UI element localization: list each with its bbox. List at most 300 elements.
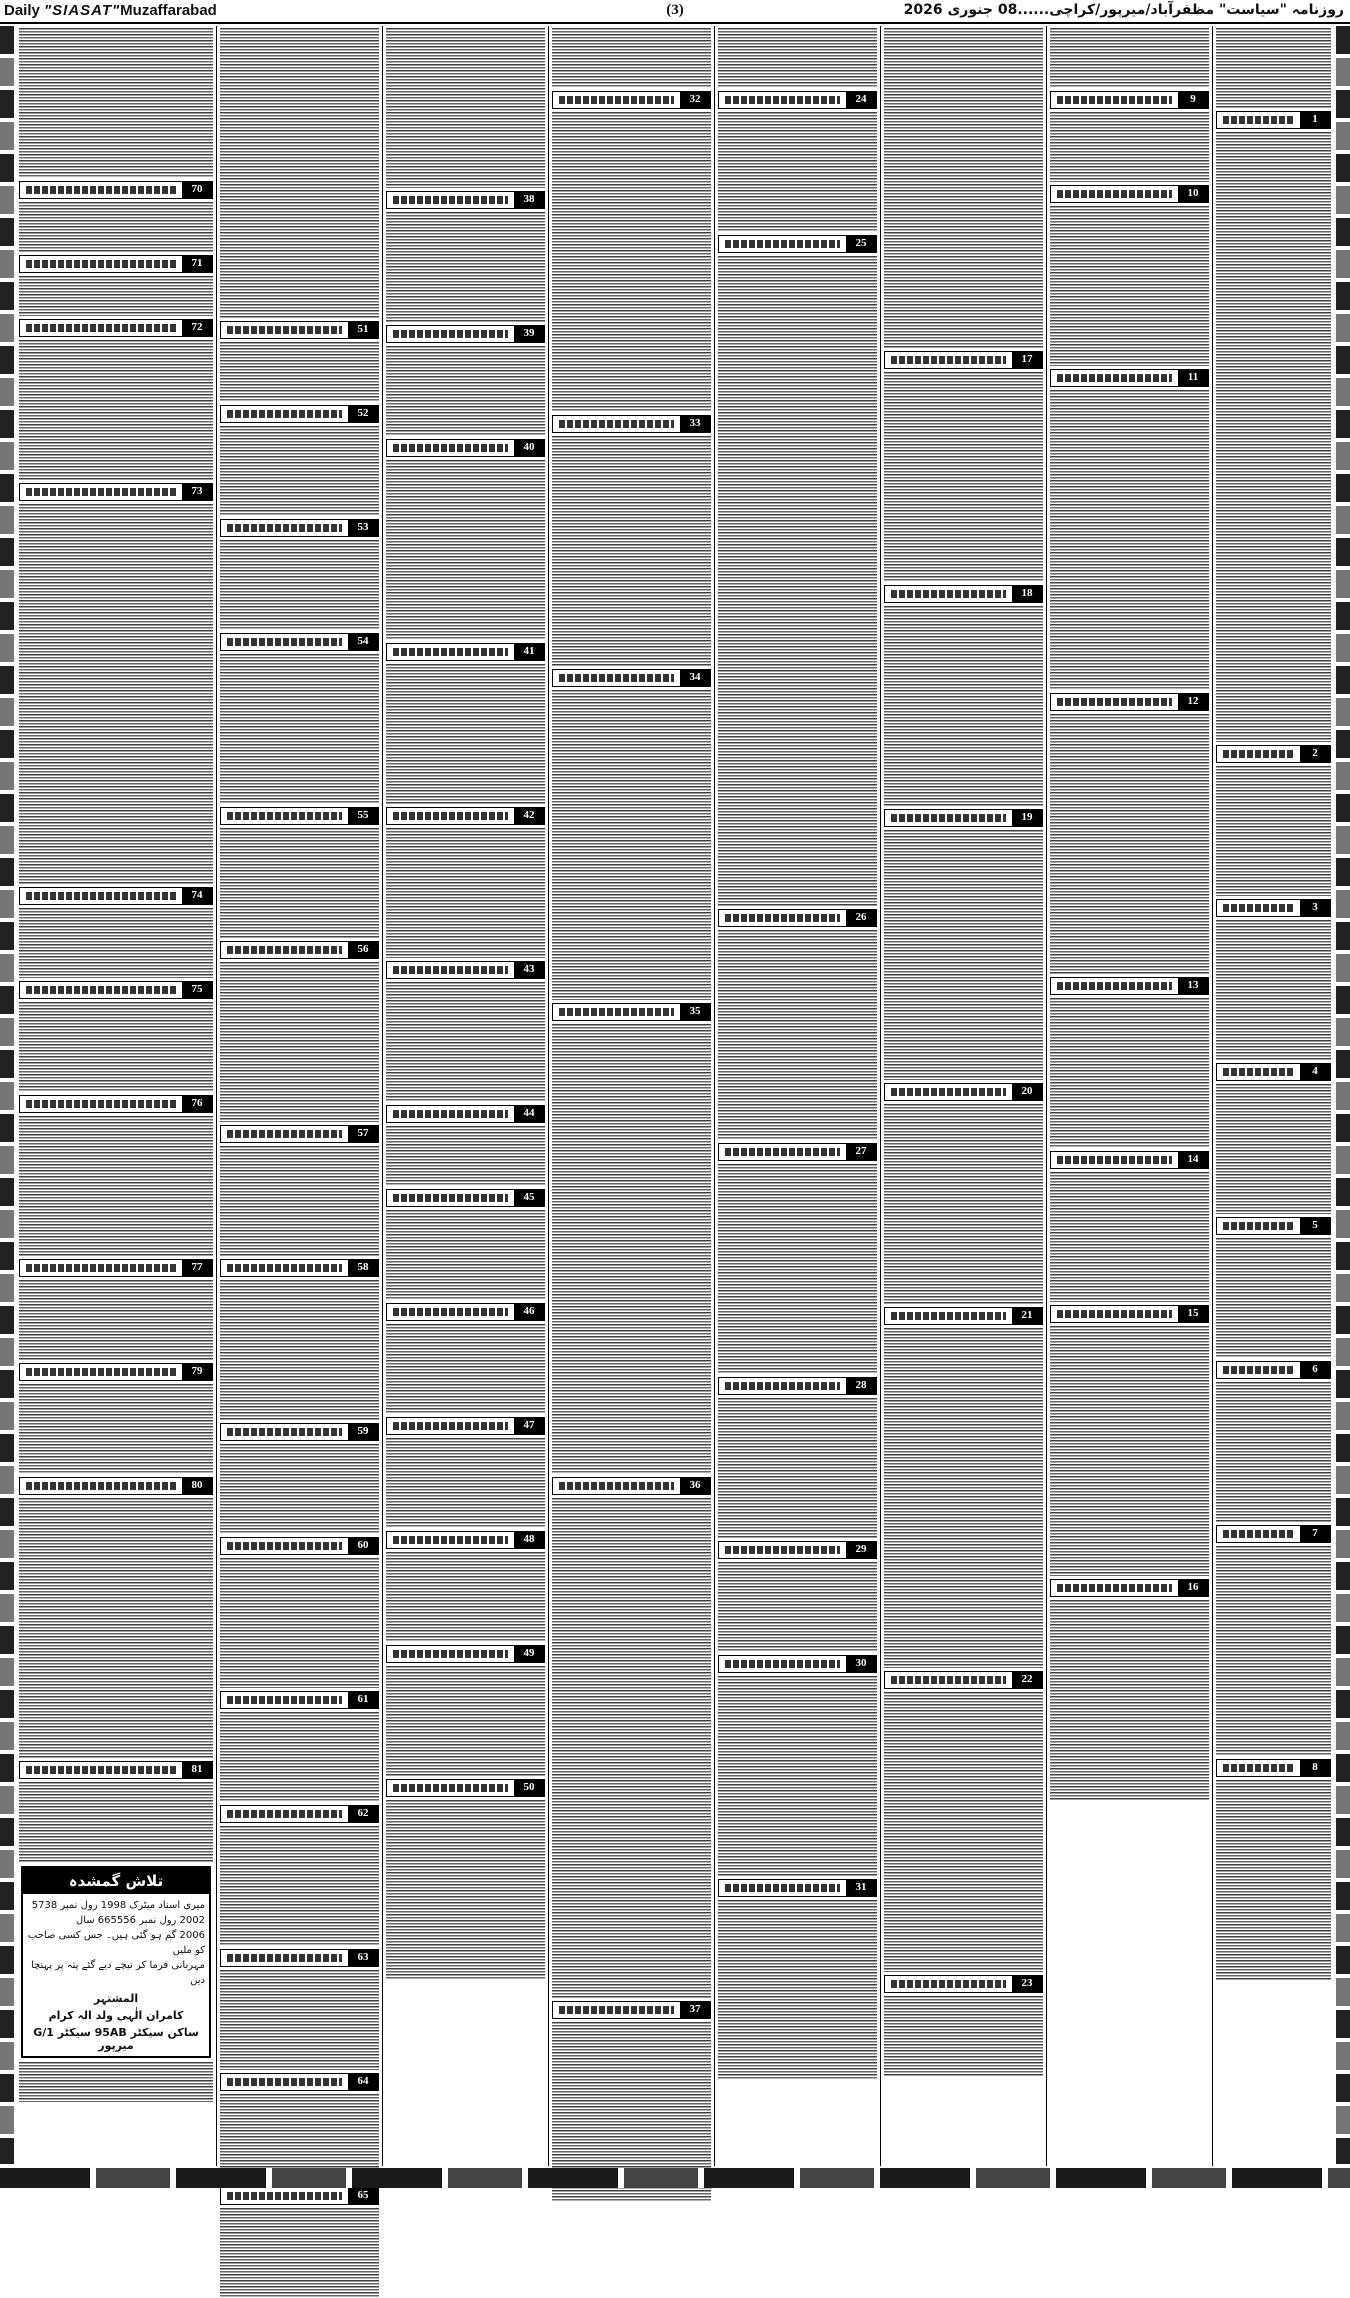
notice-body-text [220,342,379,402]
notice-number: 60 [348,1538,378,1554]
lost-notice-line: مہربانی فرما کر نیچے دیے گئے پتہ پر پہنچا دیں [30,1960,205,1986]
notice-header-72 [19,319,213,337]
notice-body-text [386,1126,545,1186]
notice-header-44 [386,1105,545,1123]
notice-header-31 [718,1879,877,1897]
masthead-daily: Daily [4,2,45,19]
notice-number: 57 [348,1126,378,1142]
notice-masthead-label [725,96,840,104]
notice-header-7 [1216,1525,1331,1543]
notice-header-4 [1216,1063,1331,1081]
notice-number: 33 [680,416,710,432]
notice-number: 17 [1012,352,1042,368]
notice-number: 79 [182,1364,212,1380]
notice-number: 29 [846,1542,876,1558]
notice-body-text [1050,1326,1209,1576]
notice-masthead-label [393,1308,508,1316]
notice-header-48 [386,1531,545,1549]
notice-body-text [386,1438,545,1528]
notice-header-22 [884,1671,1043,1689]
notice-number: 40 [514,440,544,456]
notice-masthead-label [891,1088,1006,1096]
notice-header-34 [552,669,711,687]
notice-body-text [386,1210,545,1300]
notice-number: 27 [846,1144,876,1160]
notice-number: 43 [514,962,544,978]
notice-header-36 [552,1477,711,1495]
notice-body-text [19,340,213,480]
notice-number: 35 [680,1004,710,1020]
notice-body-text [386,664,545,804]
notice-number: 56 [348,942,378,958]
notice-header-42 [386,807,545,825]
notice-masthead-label [891,590,1006,598]
notice-body-text [19,504,213,884]
notice-body-text [19,276,213,316]
notice-masthead-label [393,648,508,656]
notice-masthead-label [26,488,176,496]
notice-body-text [220,426,379,516]
notice-header-50 [386,1779,545,1797]
masthead-english-title [4,2,217,19]
notice-header-57 [220,1125,379,1143]
notice-header-3 [1216,899,1331,917]
notice-masthead-label [393,444,508,452]
notice-body-text [220,2208,379,2298]
notice-body-text [884,372,1043,582]
notice-body-text [884,606,1043,806]
notice-masthead-label [1057,1310,1172,1318]
notice-number: 46 [514,1304,544,1320]
notice-number: 3 [1300,900,1330,916]
notice-masthead-label [26,986,176,994]
notice-number: 31 [846,1880,876,1896]
notice-masthead-label [725,1382,840,1390]
notice-body-text [19,908,213,978]
notice-masthead-label [725,914,840,922]
newspaper-columns [16,26,1334,2201]
notice-masthead-label [725,1546,840,1554]
notice-number: 7 [1300,1526,1330,1542]
notice-number: 20 [1012,1084,1042,1100]
notice-number: 52 [348,406,378,422]
lost-documents-notice [21,1866,211,2058]
lost-notice-line: 2006 گم ہو گئی ہیں۔ جس کسی صاحب کو ملیں [27,1930,205,1956]
notice-masthead-label [227,1542,342,1550]
notice-masthead-label [1057,1156,1172,1164]
column-1 [1212,26,1334,2166]
notice-number: 54 [348,634,378,650]
notice-number: 37 [680,2002,710,2018]
notice-body-text [552,112,711,412]
notice-number: 62 [348,1806,378,1822]
notice-number: 39 [514,326,544,342]
notice-header-27 [718,1143,877,1161]
notice-body-text [1050,390,1209,690]
notice-body-text [1216,1084,1331,1214]
notice-header-74 [19,887,213,905]
notice-number: 22 [1012,1672,1042,1688]
notice-number: 1 [1300,112,1330,128]
notice-body-text [19,1116,213,1256]
notice-masthead-label [26,324,176,332]
notice-header-43 [386,961,545,979]
notice-header-39 [386,325,545,343]
notice-body-text [19,2062,213,2102]
notice-body-text [718,1676,877,1876]
notice-body-text [1050,112,1209,182]
notice-header-63 [220,1949,379,1967]
notice-header-62 [220,1805,379,1823]
notice-masthead-label [227,1428,342,1436]
notice-number: 48 [514,1532,544,1548]
notice-number: 16 [1178,1580,1208,1596]
notice-header-35 [552,1003,711,1021]
notice-masthead-label [725,240,840,248]
notice-number: 9 [1178,92,1208,108]
notice-masthead-label [26,186,176,194]
notice-body-text [718,1164,877,1374]
notice-masthead-label [559,1482,674,1490]
lost-notice-body [23,1894,209,2056]
notice-body-text [1216,920,1331,1060]
notice-number: 14 [1178,1152,1208,1168]
notice-body-text [1216,1780,1331,1980]
notice-header-25 [718,235,877,253]
notice-masthead-label [393,1110,508,1118]
notice-number: 30 [846,1656,876,1672]
notice-masthead-label [393,1784,508,1792]
lost-notice-signer-title: المشتہر [93,1992,139,2005]
notice-header-13 [1050,977,1209,995]
notice-number: 32 [680,92,710,108]
notice-body-text [1050,28,1209,88]
notice-body-text [220,654,379,804]
notice-header-79 [19,1363,213,1381]
notice-masthead-label [725,1660,840,1668]
notice-masthead-label [891,1980,1006,1988]
notice-body-text [1216,1238,1331,1358]
notice-number: 74 [182,888,212,904]
notice-body-text [1050,714,1209,974]
notice-header-65 [220,2187,379,2205]
notice-masthead-label [1223,904,1294,912]
notice-body-text [884,1104,1043,1304]
notice-body-text [1216,1546,1331,1756]
notice-masthead-label [227,1954,342,1962]
notice-header-5 [1216,1217,1331,1235]
notice-number: 76 [182,1096,212,1112]
notice-masthead-label [1057,982,1172,990]
notice-body-text [386,28,545,188]
notice-body-text [718,112,877,232]
notice-header-24 [718,91,877,109]
notice-header-80 [19,1477,213,1495]
notice-body-text [19,1280,213,1360]
notice-header-8 [1216,1759,1331,1777]
notice-number: 28 [846,1378,876,1394]
notice-body-text [220,540,379,630]
notice-header-47 [386,1417,545,1435]
notice-header-60 [220,1537,379,1555]
notice-number: 51 [348,322,378,338]
notice-body-text [386,212,545,322]
notice-header-12 [1050,693,1209,711]
notice-header-18 [884,585,1043,603]
notice-header-28 [718,1377,877,1395]
notice-number: 25 [846,236,876,252]
notice-masthead-label [1223,1366,1294,1374]
notice-body-text [1050,1600,1209,1800]
notice-number: 55 [348,808,378,824]
notice-body-text [884,1996,1043,2076]
notice-number: 58 [348,1260,378,1276]
notice-header-77 [19,1259,213,1277]
notice-number: 42 [514,808,544,824]
notice-number: 15 [1178,1306,1208,1322]
notice-masthead-label [891,1676,1006,1684]
notice-body-text [386,460,545,640]
notice-header-19 [884,809,1043,827]
notice-body-text [1216,132,1331,742]
notice-masthead-label [227,1264,342,1272]
masthead [0,0,1350,24]
notice-masthead-label [227,1810,342,1818]
notice-body-text [718,28,877,88]
notice-body-text [718,1398,877,1538]
notice-body-text [1050,1172,1209,1302]
column-7 [216,26,382,2201]
notice-masthead-label [227,2192,342,2200]
notice-body-text [220,1970,379,2070]
column-3 [880,26,1046,2166]
notice-masthead-label [26,1482,176,1490]
notice-number: 80 [182,1478,212,1494]
notice-body-text [19,1498,213,1758]
page-number: (3) [666,2,684,18]
notice-header-33 [552,415,711,433]
notice-header-23 [884,1975,1043,1993]
notice-number: 73 [182,484,212,500]
notice-header-37 [552,2001,711,2019]
notice-body-text [884,830,1043,1080]
notice-body-text [718,256,877,906]
notice-number: 21 [1012,1308,1042,1324]
notice-number: 18 [1012,586,1042,602]
notice-header-75 [19,981,213,999]
notice-number: 47 [514,1418,544,1434]
notice-number: 63 [348,1950,378,1966]
notice-masthead-label [1057,698,1172,706]
column-4 [714,26,880,2166]
notice-number: 5 [1300,1218,1330,1234]
column-2 [1046,26,1212,2166]
notice-masthead-label [891,814,1006,822]
notice-masthead-label [1223,116,1294,124]
notice-masthead-label [393,966,508,974]
notice-number: 72 [182,320,212,336]
notice-masthead-label [559,420,674,428]
notice-header-55 [220,807,379,825]
notice-header-41 [386,643,545,661]
notice-masthead-label [891,1312,1006,1320]
lost-notice-signer-name: کامران الٰہی ولد الہ کرام [48,2009,184,2022]
notice-number: 44 [514,1106,544,1122]
notice-header-45 [386,1189,545,1207]
notice-header-1 [1216,111,1331,129]
footer-decorative-border [0,2168,1350,2188]
notice-header-10 [1050,185,1209,203]
lost-notice-line: 2002 رول نمبر 665556 سال [75,1915,205,1926]
notice-body-text [386,1552,545,1642]
notice-number: 38 [514,192,544,208]
notice-masthead-label [1223,1068,1294,1076]
notice-header-38 [386,191,545,209]
notice-body-text [220,962,379,1122]
notice-masthead-label [26,1100,176,1108]
notice-number: 64 [348,2074,378,2090]
notice-header-32 [552,91,711,109]
notice-body-text [220,1712,379,1802]
notice-number: 75 [182,982,212,998]
notice-body-text [718,1900,877,2080]
notice-body-text [718,1562,877,1652]
notice-masthead-label [725,1884,840,1892]
notice-masthead-label [26,892,176,900]
notice-number: 41 [514,644,544,660]
notice-masthead-label [26,1766,176,1774]
notice-body-text [1216,28,1331,108]
notice-body-text [19,1002,213,1092]
notice-header-61 [220,1691,379,1709]
notice-header-51 [220,321,379,339]
notice-body-text [552,1024,711,1474]
notice-masthead-label [227,946,342,954]
column-6 [382,26,548,2166]
lost-notice-signer-address: ساکن سیکٹر 95AB سیکٹر G/1 میرپور [33,2026,199,2052]
notice-number: 11 [1178,370,1208,386]
masthead-urdu-dateline: روزنامہ "سیاست" مظفرآباد/میرپور/کراچی......08 جنوری 2026 [903,2,1344,18]
column-8 [16,26,216,2166]
notice-header-6 [1216,1361,1331,1379]
notice-masthead-label [1057,190,1172,198]
notice-number: 81 [182,1762,212,1778]
notice-body-text [220,1444,379,1534]
notice-body-text [552,1498,711,1998]
notice-masthead-label [1057,1584,1172,1592]
notice-number: 10 [1178,186,1208,202]
notice-number: 59 [348,1424,378,1440]
notice-number: 70 [182,182,212,198]
lost-notice-line: میری اسناد میٹرک 1998 رول نمبر 5738 [31,1900,205,1911]
notice-masthead-label [227,1696,342,1704]
notice-body-text [552,690,711,1000]
notice-body-text [19,1384,213,1474]
masthead-city: Muzaffarabad [120,2,217,19]
notice-masthead-label [1057,374,1172,382]
notice-header-2 [1216,745,1331,763]
notice-header-64 [220,2073,379,2091]
notice-header-17 [884,351,1043,369]
notice-masthead-label [393,1650,508,1658]
notice-body-text [552,436,711,666]
notice-header-54 [220,633,379,651]
notice-masthead-label [393,1194,508,1202]
notice-body-text [386,1324,545,1414]
notice-number: 36 [680,1478,710,1494]
notice-header-59 [220,1423,379,1441]
notice-masthead-label [26,1368,176,1376]
notice-masthead-label [227,524,342,532]
notice-masthead-label [393,812,508,820]
notice-masthead-label [725,1148,840,1156]
notice-body-text [220,1558,379,1688]
notice-masthead-label [393,330,508,338]
notice-masthead-label [393,1422,508,1430]
notice-body-text [718,930,877,1140]
notice-body-text [19,202,213,252]
notice-body-text [1050,998,1209,1148]
notice-masthead-label [393,196,508,204]
notice-masthead-label [1223,1764,1294,1772]
notice-body-text [386,1800,545,1980]
notice-masthead-label [1223,750,1294,758]
notice-body-text [1216,766,1331,896]
notice-body-text [884,1692,1043,1972]
notice-number: 8 [1300,1760,1330,1776]
notice-header-11 [1050,369,1209,387]
notice-body-text [386,346,545,436]
notice-body-text [552,28,711,88]
notice-header-58 [220,1259,379,1277]
notice-header-26 [718,909,877,927]
left-decorative-border [0,26,14,2164]
notice-masthead-label [227,2078,342,2086]
notice-header-73 [19,483,213,501]
notice-header-14 [1050,1151,1209,1169]
notice-number: 24 [846,92,876,108]
notice-number: 4 [1300,1064,1330,1080]
notice-masthead-label [227,638,342,646]
notice-header-16 [1050,1579,1209,1597]
notice-header-15 [1050,1305,1209,1323]
lost-notice-heading: تلاش گمشدہ [23,1868,209,1894]
notice-number: 12 [1178,694,1208,710]
notice-header-70 [19,181,213,199]
notice-masthead-label [1223,1222,1294,1230]
notice-body-text [220,1280,379,1420]
notice-masthead-label [227,410,342,418]
column-5 [548,26,714,2166]
notice-header-30 [718,1655,877,1673]
notice-masthead-label [26,1264,176,1272]
notice-number: 19 [1012,810,1042,826]
notice-number: 71 [182,256,212,272]
notice-masthead-label [227,812,342,820]
notice-header-52 [220,405,379,423]
notice-number: 34 [680,670,710,686]
notice-body-text [220,28,379,318]
notice-body-text [220,1146,379,1256]
notice-masthead-label [393,1536,508,1544]
notice-masthead-label [559,2006,674,2014]
notice-number: 26 [846,910,876,926]
notice-body-text [884,1328,1043,1668]
notice-masthead-label [1057,96,1172,104]
notice-number: 6 [1300,1362,1330,1378]
notice-number: 49 [514,1646,544,1662]
notice-number: 77 [182,1260,212,1276]
